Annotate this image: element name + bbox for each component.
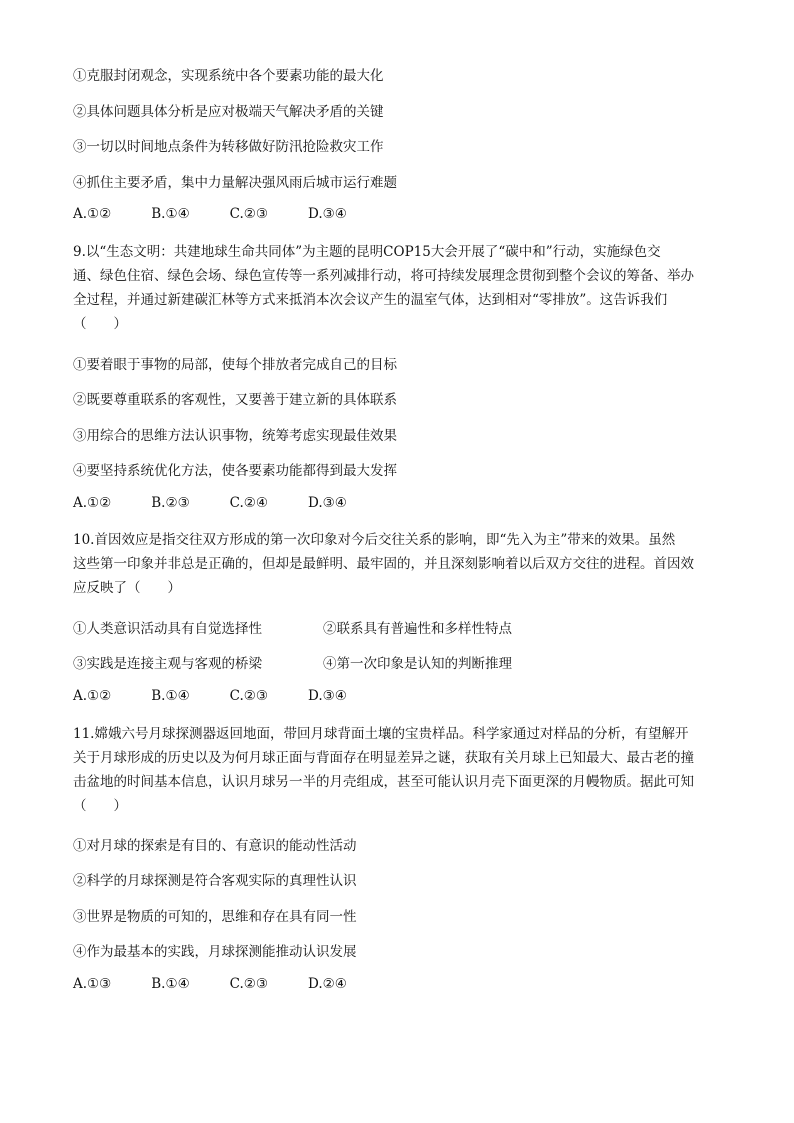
q9-option-c[interactable]: C.②④ — [229, 495, 269, 511]
q11-stem-line-1: 11.嫦娥六号月球探测器返回地面，带回月球背面土壤的宝贵样品。科学家通过对样品的分析，有望解开 — [73, 726, 689, 742]
q8-statement-2: ②具体问题具体分析是应对极端天气解决矛盾的关键 — [73, 104, 384, 120]
q10-options — [73, 688, 387, 704]
q10-statements-row-1 — [73, 617, 512, 637]
q11-statement-1: ①对月球的探索是有目的、有意识的能动性活动 — [73, 838, 357, 854]
q9-option-a[interactable]: A.①② — [73, 495, 112, 511]
q10-statement-2: ②联系具有普遍性和多样性特点 — [323, 621, 512, 637]
q10-statement-3: ③实践是连接主观与客观的桥梁 — [73, 656, 262, 672]
q11-stem-line-2: 关于月球形成的历史以及为何月球正面与背面存在明显差异之谜，获取有关月球上已知最大、最古老的撞 — [73, 750, 694, 766]
q9-stem — [73, 240, 723, 336]
q9-option-b[interactable]: B.②③ — [151, 495, 190, 511]
q8-option-c[interactable]: C.②③ — [229, 206, 269, 222]
q10-statement-4: ④第一次印象是认知的判断推理 — [323, 656, 512, 672]
q11-statement-3: ③世界是物质的可知的，思维和存在具有同一性 — [73, 909, 357, 925]
q10-option-a[interactable]: A.①② — [73, 688, 112, 704]
q8-statement-1: ①克服封闭观念，实现系统中各个要素功能的最大化 — [73, 68, 384, 84]
q9-stem-line-2: 通、绿色住宿、绿色会场、绿色宣传等一系列减排行动，将可持续发展理念贯彻到整个会议的筹备、举办 — [73, 268, 694, 284]
q11-stem — [73, 722, 723, 818]
q9-statement-3: ③用综合的思维方法认识事物，统筹考虑实现最佳效果 — [73, 428, 397, 444]
q9-statement-1: ①要着眼于事物的局部，使每个排放者完成自己的目标 — [73, 357, 397, 373]
q9-statement-4: ④要坚持系统优化方法，使各要素功能都得到最大发挥 — [73, 463, 397, 479]
q11-option-b[interactable]: B.①④ — [151, 976, 190, 992]
q11-stem-line-4: （ ） — [73, 798, 127, 814]
q10-option-d[interactable]: D.③④ — [308, 688, 347, 704]
q10-statements-row-2 — [73, 652, 512, 672]
q8-statement-3: ③一切以时间地点条件为转移做好防汛抢险救灾工作 — [73, 139, 384, 155]
q10-stem-line-3: 应反映了（ ） — [73, 580, 181, 596]
q10-option-c[interactable]: C.②③ — [229, 688, 269, 704]
q9-stem-line-1: 9.以“生态文明：共建地球生命共同体”为主题的昆明COP15大会开展了“碳中和”行动，实施绿色交 — [73, 244, 661, 260]
q10-option-b[interactable]: B.①④ — [151, 688, 190, 704]
q11-option-c[interactable]: C.②③ — [229, 976, 269, 992]
q11-option-d[interactable]: D.②④ — [308, 976, 347, 992]
q11-stem-line-3: 击盆地的时间基本信息，认识月球另一半的月壳组成，甚至可能认识月壳下面更深的月幔物质。据此可知 — [73, 774, 694, 790]
q9-statement-2: ②既要尊重联系的客观性，又要善于建立新的具体联系 — [73, 392, 397, 408]
q11-statement-2: ②科学的月球探测是符合客观实际的真理性认识 — [73, 873, 357, 889]
q9-stem-line-4: （ ） — [73, 316, 127, 332]
q10-statement-1: ①人类意识活动具有自觉选择性 — [73, 621, 262, 637]
q9-options — [73, 495, 387, 511]
q11-statement-4: ④作为最基本的实践，月球探测能推动认识发展 — [73, 944, 357, 960]
q9-stem-line-3: 全过程，并通过新建碳汇林等方式来抵消本次会议产生的温室气体，达到相对“零排放”。这告诉我们 — [73, 292, 668, 308]
q11-options — [73, 976, 387, 992]
q11-option-a[interactable]: A.①③ — [73, 976, 112, 992]
q8-options — [73, 206, 387, 222]
q8-option-d[interactable]: D.③④ — [308, 206, 347, 222]
q8-option-b[interactable]: B.①④ — [151, 206, 190, 222]
q10-stem-line-2: 这些第一印象并非总是正确的，但却是最鲜明、最牢固的，并且深刻影响着以后双方交往的进程。首因效 — [73, 556, 694, 572]
q10-stem-line-1: 10.首因效应是指交往双方形成的第一次印象对今后交往关系的影响，即“先入为主”带来的效果。虽然 — [73, 532, 676, 548]
q9-option-d[interactable]: D.③④ — [308, 495, 347, 511]
q10-stem — [73, 528, 723, 600]
q8-statement-4: ④抓住主要矛盾，集中力量解决强风雨后城市运行难题 — [73, 175, 397, 191]
q8-option-a[interactable]: A.①② — [73, 206, 112, 222]
